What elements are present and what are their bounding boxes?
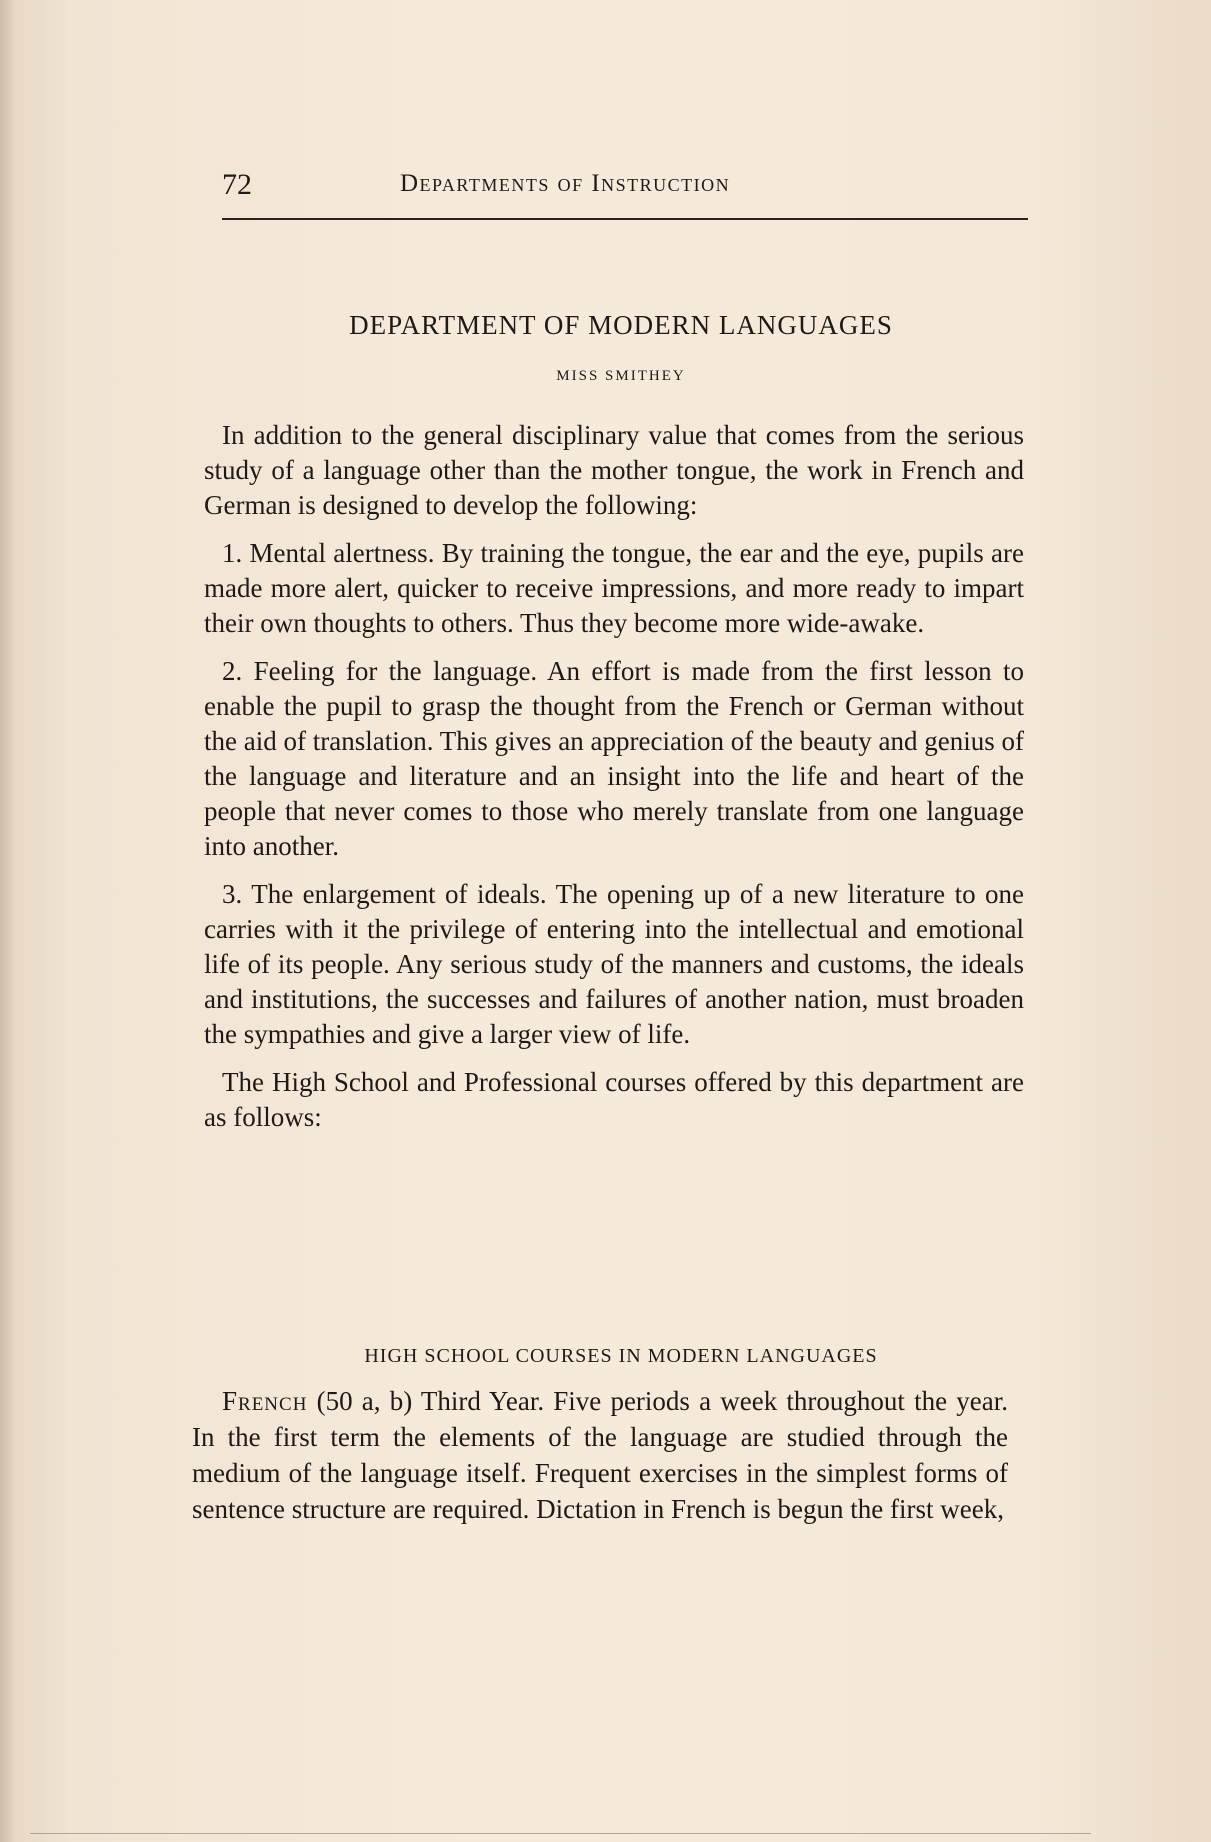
point-feeling-for-language: 2. Feeling for the language. An effort is made from the first lesson to enable the pupil to grasp the thought from the French or German without the aid of translation. This gives an appreciation of the beauty and genius of the language and literature and an insight into the life and heart of the people that never comes to those who merely translate from one language into another.: [204, 656, 1024, 861]
instructor-name: MISS SMITHEY: [556, 368, 686, 384]
course-description: [192, 1383, 1008, 1527]
department-title: DEPARTMENT OF MODERN LANGUAGES: [349, 310, 893, 340]
intro-paragraph: In addition to the general disciplinary value that comes from the serious study of a language other than the mother tongue, the work in French and German is designed to develop the following:: [204, 420, 1024, 520]
page-number: 72: [222, 168, 252, 201]
course-text: (50 a, b) Third Year. Five periods a week throughout the year. In the first term the elements of the language are studied through the medium of the language itself. Frequent exercises in the simplest forms of sentence structure are required. Dictation in French is begun the first week,: [192, 1386, 1008, 1524]
section-heading: HIGH SCHOOL COURSES IN MODERN LANGUAGES: [364, 1345, 878, 1367]
point-enlargement-of-ideals: 3. The enlargement of ideals. The opening up of a new literature to one carries with it the privilege of entering into the intellectual and emotional life of its people. Any serious study of the manners and customs, the ideals and institutions, the successes and failures of another nation, must broaden the sympathies and give a larger view of life.: [204, 879, 1024, 1049]
point-mental-alertness: 1. Mental alertness. By training the tongue, the ear and the eye, pupils are made more alert, quicker to receive impressions, and more ready to impart their own thoughts to others. Thus they become more wide-awake.: [204, 538, 1024, 638]
course-paragraph: [192, 1383, 1008, 1527]
course-name: French: [222, 1386, 308, 1416]
running-header: [222, 162, 1028, 220]
body-text: [204, 418, 1024, 1148]
courses-intro-paragraph: The High School and Professional courses offered by this department are as follows:: [204, 1067, 1024, 1132]
bottom-edge-rule: [30, 1833, 1091, 1834]
running-title: Departments of Instruction: [400, 170, 731, 197]
